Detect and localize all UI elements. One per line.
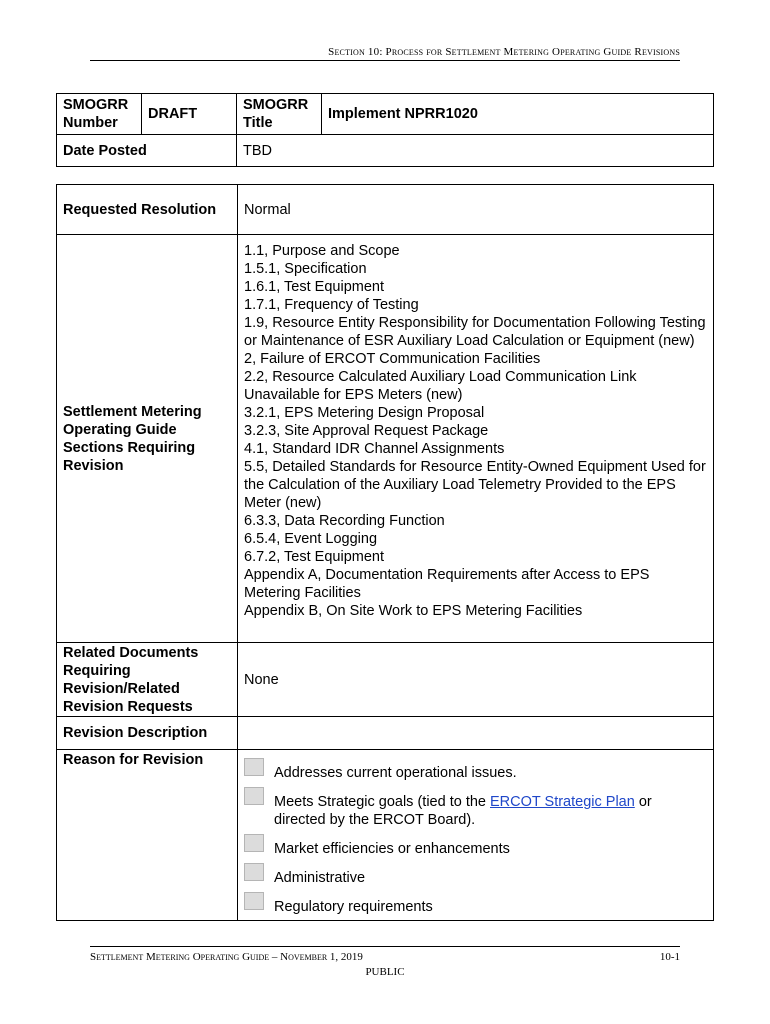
smogrr-number-value: DRAFT [142, 94, 237, 135]
revision-description-label: Revision Description [57, 717, 238, 750]
ercot-strategic-plan-link[interactable]: ERCOT Strategic Plan [490, 794, 635, 810]
reason-checkbox[interactable] [244, 834, 264, 852]
smogrr-title-value: Implement NPRR1020 [322, 94, 714, 135]
section-item: 1.7.1, Frequency of Testing [244, 297, 419, 313]
reason-option [244, 869, 707, 887]
requested-resolution-value: Normal [238, 185, 714, 235]
revision-description-value [238, 717, 714, 750]
section-item: 4.1, Standard IDR Channel Assignments [244, 441, 505, 457]
sections-requiring-revision-label: Settlement Metering Operating Guide Sections Requiring Revision [57, 235, 238, 643]
footer-page-number: 10-1 [659, 951, 680, 963]
smogrr-number-label: SMOGRR Number [57, 94, 142, 135]
reason-option [244, 898, 707, 916]
smogrr-details-table [56, 184, 714, 921]
section-item: 5.5, Detailed Standards for Resource Entity-Owned Equipment Used for the Calculation of the Auxiliary Load Telemetry Provided to the EPS Meter (new) [244, 459, 706, 511]
reason-option-label: Market efficiencies or enhancements [274, 841, 510, 857]
section-item: 1.5.1, Specification [244, 261, 367, 277]
reason-checkbox[interactable] [244, 787, 264, 805]
reason-option-label: Meets Strategic goals (tied to the ERCOT Strategic Plan or directed by the ERCOT Board). [274, 794, 652, 828]
reason-checkbox[interactable] [244, 758, 264, 776]
section-item: 6.7.2, Test Equipment [244, 549, 384, 565]
smogrr-title-label: SMOGRR Title [237, 94, 322, 135]
reason-option-label: Addresses current operational issues. [274, 765, 517, 781]
sections-list [238, 235, 714, 643]
reason-checkbox[interactable] [244, 863, 264, 881]
requested-resolution-label: Requested Resolution [57, 185, 238, 235]
reason-option [244, 764, 707, 782]
section-item: 1.9, Resource Entity Responsibility for Documentation Following Testing or Maintenance of ESR Auxiliary Load Calculation or Equipment (new) [244, 315, 706, 349]
reason-checkbox[interactable] [244, 892, 264, 910]
section-item: 2, Failure of ERCOT Communication Facilities [244, 351, 541, 367]
page-footer [90, 946, 680, 978]
section-item: 1.6.1, Test Equipment [244, 279, 384, 295]
section-item: 3.2.3, Site Approval Request Package [244, 423, 489, 439]
reason-option-label: Regulatory requirements [274, 899, 433, 915]
date-posted-label: Date Posted [57, 135, 237, 167]
section-item: 1.1, Purpose and Scope [244, 243, 400, 259]
reason-options [238, 750, 714, 921]
reason-option-label: Administrative [274, 870, 366, 886]
section-item: 3.2.1, EPS Metering Design Proposal [244, 405, 485, 421]
page-header: Section 10: Process for Settlement Metering Operating Guide Revisions [90, 46, 680, 61]
section-item: 2.2, Resource Calculated Auxiliary Load Communication Link Unavailable for EPS Meters (new) [244, 369, 637, 403]
reason-option [244, 840, 707, 858]
section-item: Appendix A, Documentation Requirements after Access to EPS Metering Facilities [244, 567, 650, 601]
related-documents-value: None [238, 643, 714, 717]
section-item: Appendix B, On Site Work to EPS Metering Facilities [244, 603, 583, 619]
footer-classification: PUBLIC [365, 966, 405, 978]
section-item: 6.3.3, Data Recording Function [244, 513, 445, 529]
date-posted-value: TBD [237, 135, 714, 167]
smogrr-info-table [56, 93, 714, 167]
footer-document-title: Settlement Metering Operating Guide – November 1, 2019 [90, 951, 363, 963]
related-documents-label: Related Documents Requiring Revision/Related Revision Requests [57, 643, 238, 717]
reason-for-revision-label: Reason for Revision [57, 750, 238, 921]
section-item: 6.5.4, Event Logging [244, 531, 378, 547]
reason-option [244, 793, 707, 829]
